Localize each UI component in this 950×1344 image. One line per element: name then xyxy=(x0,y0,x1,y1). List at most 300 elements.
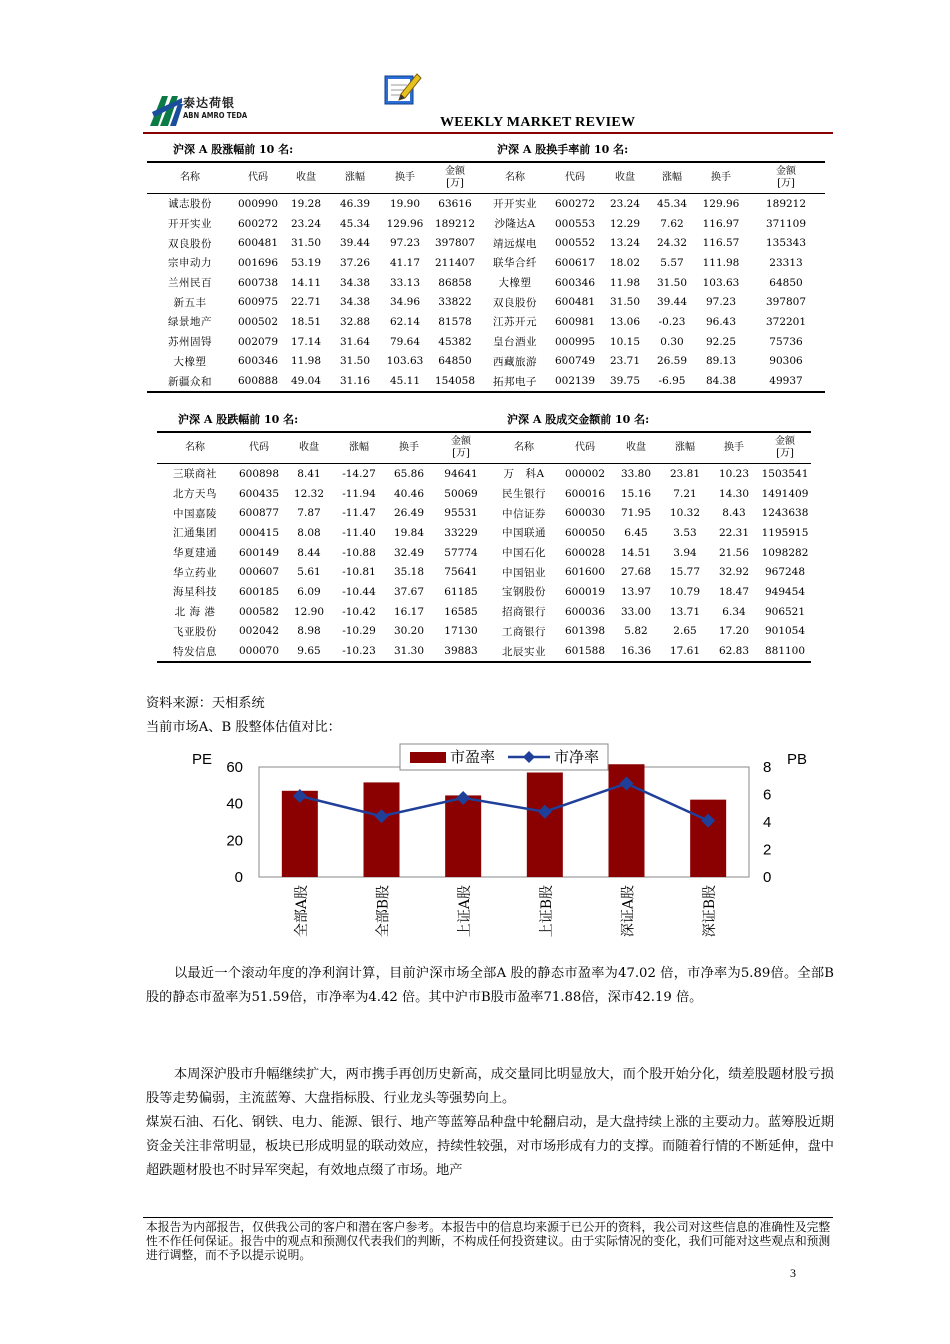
footer-rule xyxy=(143,1217,833,1218)
table-cell: 33822 xyxy=(438,296,472,309)
table-cell: 111.98 xyxy=(702,256,740,269)
column-header: 收盘 xyxy=(615,172,635,183)
table-cell: 397807 xyxy=(765,296,807,309)
table-cell: 18.02 xyxy=(609,256,641,269)
table-cell: 116.57 xyxy=(702,237,740,250)
table-cell: 129.96 xyxy=(702,197,740,210)
table-cell: 62.14 xyxy=(389,315,421,328)
stock-name: 靖远煤电 xyxy=(493,237,537,250)
table-cell: 0.30 xyxy=(660,335,684,348)
table-cell: 600050 xyxy=(564,526,606,539)
table-cell: 31.64 xyxy=(339,335,371,348)
table-cell: 000607 xyxy=(238,566,280,579)
table-cell: 81578 xyxy=(438,315,472,328)
stock-name: 三联商社 xyxy=(173,468,217,481)
table-cell: 71.95 xyxy=(620,507,652,520)
stock-name: 飞亚股份 xyxy=(173,625,217,638)
table-cell: 7.62 xyxy=(660,217,684,230)
column-header: 换手 xyxy=(724,442,744,453)
category-label: 全部B股 xyxy=(375,885,392,938)
table-cell: 12.32 xyxy=(293,487,325,500)
table-cell: 34.96 xyxy=(389,296,421,309)
table-cell: -10.29 xyxy=(342,625,376,638)
y-left-tick-label: 20 xyxy=(226,832,243,850)
stock-name: 宝钢股份 xyxy=(502,586,546,599)
table-cell: 39883 xyxy=(433,641,489,662)
table-cell: 32.88 xyxy=(339,315,371,328)
table-cell: 600346 xyxy=(554,276,596,289)
table-cell: 1195915 xyxy=(761,526,809,539)
table-cell: 31.50 xyxy=(609,296,641,309)
table-cell: 601600 xyxy=(564,566,606,579)
table-cell: 8.08 xyxy=(297,526,321,539)
column-header: 金额 [万] xyxy=(445,166,465,189)
table-cell: -11.40 xyxy=(342,526,376,539)
stock-name: 拓邦电子 xyxy=(481,371,549,392)
y-right-tick-label: 8 xyxy=(763,759,772,776)
table-cell: 1243638 xyxy=(761,507,809,520)
table-cell: 57774 xyxy=(444,546,478,559)
table-cell: 14.51 xyxy=(620,546,652,559)
y-left-tick-label: 40 xyxy=(226,795,243,813)
table-cell: 13.71 xyxy=(669,605,701,618)
table-cell: 23313 xyxy=(769,256,803,269)
table-row xyxy=(157,602,811,622)
table-cell: 2.65 xyxy=(673,625,697,638)
table-cell: 5.61 xyxy=(297,566,321,579)
table-cell: 371109 xyxy=(765,217,807,230)
table-cell: 600481 xyxy=(554,296,596,309)
column-header: 换手 xyxy=(399,442,419,453)
table-body xyxy=(147,194,825,392)
table-cell: 5.82 xyxy=(624,625,648,638)
table-cell: 5.57 xyxy=(660,256,684,269)
stock-name: 中国石化 xyxy=(502,547,546,560)
table-cell: 45382 xyxy=(438,335,472,348)
pe-bars xyxy=(282,764,726,877)
column-header: 代码 xyxy=(575,442,595,453)
table-cell: 600981 xyxy=(554,315,596,328)
table-cell: 129.96 xyxy=(386,217,424,230)
table-cell: -6.95 xyxy=(649,371,695,392)
table-cell: 31.30 xyxy=(385,641,433,662)
stock-name: 特发信息 xyxy=(157,641,233,662)
table-cell: 13.97 xyxy=(620,585,652,598)
table-cell: -10.42 xyxy=(342,605,376,618)
table-row xyxy=(147,214,825,234)
table-cell: 23.81 xyxy=(669,467,701,480)
table-cell: 10.32 xyxy=(669,507,701,520)
table-cell: 600617 xyxy=(554,256,596,269)
table-cell: 16.17 xyxy=(393,605,425,618)
stock-name: 海星科技 xyxy=(173,586,217,599)
table-cell: 949454 xyxy=(764,585,806,598)
table-cell: 103.63 xyxy=(386,355,424,368)
table-cell: 63616 xyxy=(438,197,472,210)
table-cell: 21.56 xyxy=(718,546,750,559)
category-label: 深证B股 xyxy=(702,885,719,938)
table-cell: 49.04 xyxy=(283,371,329,392)
table-cell: 33229 xyxy=(444,526,478,539)
turnover-title: 沪深 A 股换手率前 10 名: xyxy=(497,143,629,156)
table-cell: 002139 xyxy=(549,371,601,392)
column-header: 金额 [万] xyxy=(451,436,471,459)
table-cell: 3.53 xyxy=(673,526,697,539)
table-cell: 600036 xyxy=(564,605,606,618)
table-cell: 37.67 xyxy=(393,585,425,598)
table-cell: 10.15 xyxy=(609,335,641,348)
table-cell: 41.17 xyxy=(389,256,421,269)
stock-name: 江苏开元 xyxy=(493,316,537,329)
table-row xyxy=(157,562,811,582)
table-row xyxy=(157,523,811,543)
table-cell: 002042 xyxy=(238,625,280,638)
table-cell: 6.34 xyxy=(722,605,746,618)
y-right-tick-label: 2 xyxy=(763,841,772,859)
table-cell: 16585 xyxy=(444,605,478,618)
table-cell: 135343 xyxy=(765,237,807,250)
column-header: 代码 xyxy=(248,172,268,183)
table-cell: 10.23 xyxy=(718,467,750,480)
table-cell: 6.09 xyxy=(297,585,321,598)
table-cell: 600346 xyxy=(237,355,279,368)
table-header-row xyxy=(157,432,811,464)
table-cell: 46.39 xyxy=(339,197,371,210)
stock-name: 新五丰 xyxy=(173,296,207,309)
table-cell: 79.64 xyxy=(389,335,421,348)
y-right-tick-label: 0 xyxy=(763,869,772,886)
stock-name: 新疆众和 xyxy=(147,371,233,392)
column-header: 名称 xyxy=(185,442,205,453)
table-cell: 30.20 xyxy=(393,625,425,638)
table-cell: 103.63 xyxy=(702,276,740,289)
column-header: 金额 [万] xyxy=(776,166,796,189)
table-cell: 96.43 xyxy=(705,315,737,328)
table-cell: 600888 xyxy=(233,371,283,392)
stock-name: 汇通集团 xyxy=(173,527,217,540)
stock-name: 大橡塑 xyxy=(173,355,207,368)
legend-label-pb: 市净率 xyxy=(554,748,600,766)
table-cell: 967248 xyxy=(764,566,806,579)
y-left-tick-label: 60 xyxy=(226,759,243,776)
table-body xyxy=(157,464,811,662)
column-header: 收盘 xyxy=(299,442,319,453)
table-cell: 600749 xyxy=(554,355,596,368)
table-cell: 000995 xyxy=(554,335,596,348)
table-cell: 86858 xyxy=(438,276,472,289)
table-cell: 90306 xyxy=(769,355,803,368)
table-cell: 000552 xyxy=(554,237,596,250)
table-cell: 17.20 xyxy=(718,625,750,638)
table-cell: 45.11 xyxy=(381,371,429,392)
category-label: 上证B股 xyxy=(538,885,555,938)
table-cell: 600481 xyxy=(237,237,279,250)
table-row xyxy=(157,582,811,602)
table-cell: 61185 xyxy=(444,585,478,598)
table-cell: 1491409 xyxy=(761,487,809,500)
table-cell: 53.19 xyxy=(290,256,322,269)
table-cell: 000070 xyxy=(233,641,285,662)
stock-name: 双良股份 xyxy=(168,237,212,250)
table-cell: 8.41 xyxy=(297,467,321,480)
table-cell: 14.11 xyxy=(290,276,322,289)
table-cell: 600272 xyxy=(237,217,279,230)
stock-name: 万 科A xyxy=(503,468,545,481)
table-cell: 37.26 xyxy=(339,256,371,269)
stock-name: 诚志股份 xyxy=(168,198,212,211)
table-cell: -10.23 xyxy=(333,641,385,662)
table-row xyxy=(157,464,811,484)
column-header: 金额 [万] xyxy=(775,436,795,459)
table-row xyxy=(147,233,825,253)
stock-name: 绿景地产 xyxy=(168,316,212,329)
table-cell: 000002 xyxy=(564,467,606,480)
stock-name: 开开实业 xyxy=(493,198,537,211)
column-header: 涨幅 xyxy=(675,442,695,453)
table-cell: 22.31 xyxy=(718,526,750,539)
notepad-icon xyxy=(383,70,423,106)
table-cell: 97.23 xyxy=(389,237,421,250)
table-cell: 23.24 xyxy=(609,197,641,210)
table-cell: 45.34 xyxy=(656,197,688,210)
y-right-tick-label: 4 xyxy=(763,814,772,831)
table-cell: 23.24 xyxy=(290,217,322,230)
column-header: 换手 xyxy=(711,172,731,183)
table-row xyxy=(157,641,811,662)
table-cell: 000415 xyxy=(238,526,280,539)
column-header: 代码 xyxy=(565,172,585,183)
stock-name: 中国嘉陵 xyxy=(173,507,217,520)
stock-name: 民生银行 xyxy=(502,488,546,501)
table-cell: 17.14 xyxy=(290,335,322,348)
table-cell: -14.27 xyxy=(342,467,376,480)
table-cell: 1503541 xyxy=(761,467,809,480)
volume-title: 沪深 A 股成交金额前 10 名: xyxy=(507,413,650,426)
stock-name: 兰州民百 xyxy=(168,277,212,290)
table-cell: 84.38 xyxy=(695,371,747,392)
table-row xyxy=(147,194,825,214)
table-row xyxy=(147,292,825,312)
column-header: 代码 xyxy=(249,442,269,453)
pe-bar xyxy=(690,800,726,877)
pb-line-path xyxy=(300,784,708,821)
pb-line xyxy=(293,777,715,828)
table-cell: 23.71 xyxy=(609,355,641,368)
table-cell: 397807 xyxy=(434,237,476,250)
table-cell: 600019 xyxy=(564,585,606,598)
pe-bar xyxy=(527,773,563,878)
column-header: 名称 xyxy=(180,172,200,183)
table-cell: 13.24 xyxy=(609,237,641,250)
table-cell: 64850 xyxy=(769,276,803,289)
table-cell: 26.59 xyxy=(656,355,688,368)
table-cell: 39.44 xyxy=(339,237,371,250)
table-cell: 6.45 xyxy=(624,526,648,539)
table-cell: 9.65 xyxy=(285,641,333,662)
table-cell: 600272 xyxy=(554,197,596,210)
table-cell: 62.83 xyxy=(709,641,759,662)
y-left-axis-label: PE xyxy=(192,751,213,768)
table-cell: 372201 xyxy=(765,315,807,328)
table-cell: 12.90 xyxy=(293,605,325,618)
table-cell: 26.49 xyxy=(393,507,425,520)
paragraph-valuation: 以最近一个滚动年度的净利润计算，目前沪深市场全部A 股的静态市盈率为47.02 倍，市净率为5.89倍。全部B 股的静态市盈率为51.59倍，市净率为4.42 倍。其中沪市B股市盈率71.88倍，深市42.19 倍。 xyxy=(146,966,834,1005)
category-label: 全部A股 xyxy=(293,885,310,938)
table-cell: 17.61 xyxy=(661,641,709,662)
table-row xyxy=(147,352,825,372)
table-cell: -10.44 xyxy=(342,585,376,598)
table-cell: 14.30 xyxy=(718,487,750,500)
table-cell: 49937 xyxy=(747,371,825,392)
table-cell: 189212 xyxy=(434,217,476,230)
table-cell: 19.84 xyxy=(393,526,425,539)
table-cell: 10.79 xyxy=(669,585,701,598)
table-cell: 15.77 xyxy=(669,566,701,579)
table-cell: 75641 xyxy=(444,566,478,579)
table-cell: 600738 xyxy=(237,276,279,289)
table-cell: 000502 xyxy=(237,315,279,328)
stock-name: 北方天鸟 xyxy=(173,488,217,501)
bottom-tables xyxy=(157,431,811,663)
column-header: 涨幅 xyxy=(662,172,682,183)
chart-legend xyxy=(400,744,608,770)
column-header: 涨幅 xyxy=(345,172,365,183)
table-cell: 24.32 xyxy=(656,237,688,250)
stock-name: 华夏建通 xyxy=(173,547,217,560)
table-cell: 001696 xyxy=(237,256,279,269)
table-cell: 601588 xyxy=(559,641,611,662)
stock-name: 皇台酒业 xyxy=(493,336,537,349)
stock-name: 招商银行 xyxy=(502,606,546,619)
stock-name: 宗申动力 xyxy=(168,257,212,270)
table-cell: 8.43 xyxy=(722,507,746,520)
table-cell: 3.94 xyxy=(673,546,697,559)
table-cell: 600877 xyxy=(238,507,280,520)
table-cell: 33.80 xyxy=(620,467,652,480)
table-cell: 27.68 xyxy=(620,566,652,579)
pe-bar xyxy=(445,795,481,877)
table-cell: 600185 xyxy=(238,585,280,598)
column-header: 名称 xyxy=(514,442,534,453)
table-cell: 50069 xyxy=(444,487,478,500)
table-cell: 000553 xyxy=(554,217,596,230)
table-cell: 33.00 xyxy=(620,605,652,618)
stock-name: 中国铝业 xyxy=(502,566,546,579)
top-tables xyxy=(147,161,825,393)
table-cell: 31.50 xyxy=(339,355,371,368)
table-cell: 211407 xyxy=(434,256,476,269)
table-cell: -11.94 xyxy=(342,487,376,500)
y-left-tick-label: 0 xyxy=(234,869,243,886)
stock-name: 双良股份 xyxy=(493,296,537,309)
table-cell: 15.16 xyxy=(620,487,652,500)
column-header: 涨幅 xyxy=(349,442,369,453)
column-header: 换手 xyxy=(395,172,415,183)
table-row xyxy=(157,622,811,642)
table-cell: 002079 xyxy=(237,335,279,348)
legend-swatch-pe xyxy=(410,752,446,763)
table-cell: 901054 xyxy=(764,625,806,638)
table-cell: 31.16 xyxy=(329,371,381,392)
table-cell: 31.50 xyxy=(290,237,322,250)
stock-name: 北辰实业 xyxy=(489,641,559,662)
table-cell: -11.47 xyxy=(342,507,376,520)
table-cell: 35.18 xyxy=(393,566,425,579)
table-cell: 600975 xyxy=(237,296,279,309)
table-row xyxy=(157,503,811,523)
table-cell: 1098282 xyxy=(761,546,809,559)
table-header-row xyxy=(147,162,825,194)
table-cell: -10.88 xyxy=(342,546,376,559)
table-cell: 600028 xyxy=(564,546,606,559)
table-cell: 000990 xyxy=(237,197,279,210)
table-row xyxy=(147,273,825,293)
pe-bar xyxy=(364,782,400,877)
column-header: 名称 xyxy=(505,172,525,183)
table-cell: -0.23 xyxy=(658,315,686,328)
table-cell: 65.86 xyxy=(393,467,425,480)
losers-title: 沪深 A 股跌幅前 10 名: xyxy=(178,413,299,426)
table-row xyxy=(157,543,811,563)
paragraph-market-summary: 本周深沪股市升幅继续扩大，两市携手再创历史新高，成交量同比明显放大，而个股开始分化，绩差股题材股亏损股等走势偏弱，主流蓝筹、大盘指标股、行业龙头等强势向上。 xyxy=(146,1067,834,1106)
stock-name: 华立药业 xyxy=(173,566,217,579)
table-cell: 600149 xyxy=(238,546,280,559)
table-cell: 17130 xyxy=(444,625,478,638)
column-header: 收盘 xyxy=(626,442,646,453)
table-row xyxy=(147,253,825,273)
stock-name: 中信证券 xyxy=(502,507,546,520)
table-cell: 906521 xyxy=(764,605,806,618)
paragraph-sectors: 煤炭石油、石化、钢铁、电力、能源、银行、地产等蓝筹品种盘中轮翻启动，是大盘持续上涨的主要动力。蓝筹股近期资金关注非常明显，板块已形成明显的联动效应，持续性较强，对市场形成有力的支撑。而随着行情的不断延伸，盘中超跌题材股也不时异军突起，有效地点缀了市场。地产 xyxy=(146,1115,834,1178)
table-cell: 600030 xyxy=(564,507,606,520)
footer-disclaimer: 本报告为内部报告，仅供我公司的客户和潜在客户参考。本报告中的信息均来源于已公开的资料，我公司对这些信息的准确性及完整性不作任何保证。报告中的观点和预测仅代表我们的判断，不构成任何投资建议。由于实际情况的变化，我们可能对这些观点和预测进行调整，而不予以提示说明。 xyxy=(146,1220,831,1262)
table-cell: 32.92 xyxy=(718,566,750,579)
table-cell: 89.13 xyxy=(705,355,737,368)
valuation-intro: 当前市场A、B 股整体估值对比： xyxy=(146,720,341,735)
table-cell: 7.21 xyxy=(673,487,697,500)
table-cell: 881100 xyxy=(759,641,811,662)
table-cell: 39.44 xyxy=(656,296,688,309)
table-cell: 19.28 xyxy=(290,197,322,210)
table-cell: 94641 xyxy=(444,467,478,480)
table-cell: 8.44 xyxy=(297,546,321,559)
table-cell: 600016 xyxy=(564,487,606,500)
table-row xyxy=(147,371,825,392)
table-cell: 154058 xyxy=(429,371,481,392)
table-cell: 189212 xyxy=(765,197,807,210)
table-row xyxy=(147,332,825,352)
table-cell: 22.71 xyxy=(290,296,322,309)
table-cell: 601398 xyxy=(564,625,606,638)
table-cell: 16.36 xyxy=(611,641,661,662)
table-cell: 97.23 xyxy=(705,296,737,309)
page-number: 3 xyxy=(790,1266,796,1280)
table-cell: 34.38 xyxy=(339,296,371,309)
table-cell: 7.87 xyxy=(297,507,321,520)
gainers-title: 沪深 A 股涨幅前 10 名: xyxy=(173,143,294,156)
table-cell: 116.97 xyxy=(702,217,740,230)
table-cell: 18.51 xyxy=(290,315,322,328)
column-header: 收盘 xyxy=(296,172,316,183)
stock-name: 中国联通 xyxy=(502,527,546,540)
table-cell: 13.06 xyxy=(609,315,641,328)
table-cell: 40.46 xyxy=(393,487,425,500)
pe-bar xyxy=(282,791,318,877)
logo-chinese-name: 泰达荷银 xyxy=(183,96,236,110)
table-cell: 18.47 xyxy=(718,585,750,598)
table-cell: 11.98 xyxy=(290,355,322,368)
report-title: WEEKLY MARKET REVIEW xyxy=(440,115,636,130)
